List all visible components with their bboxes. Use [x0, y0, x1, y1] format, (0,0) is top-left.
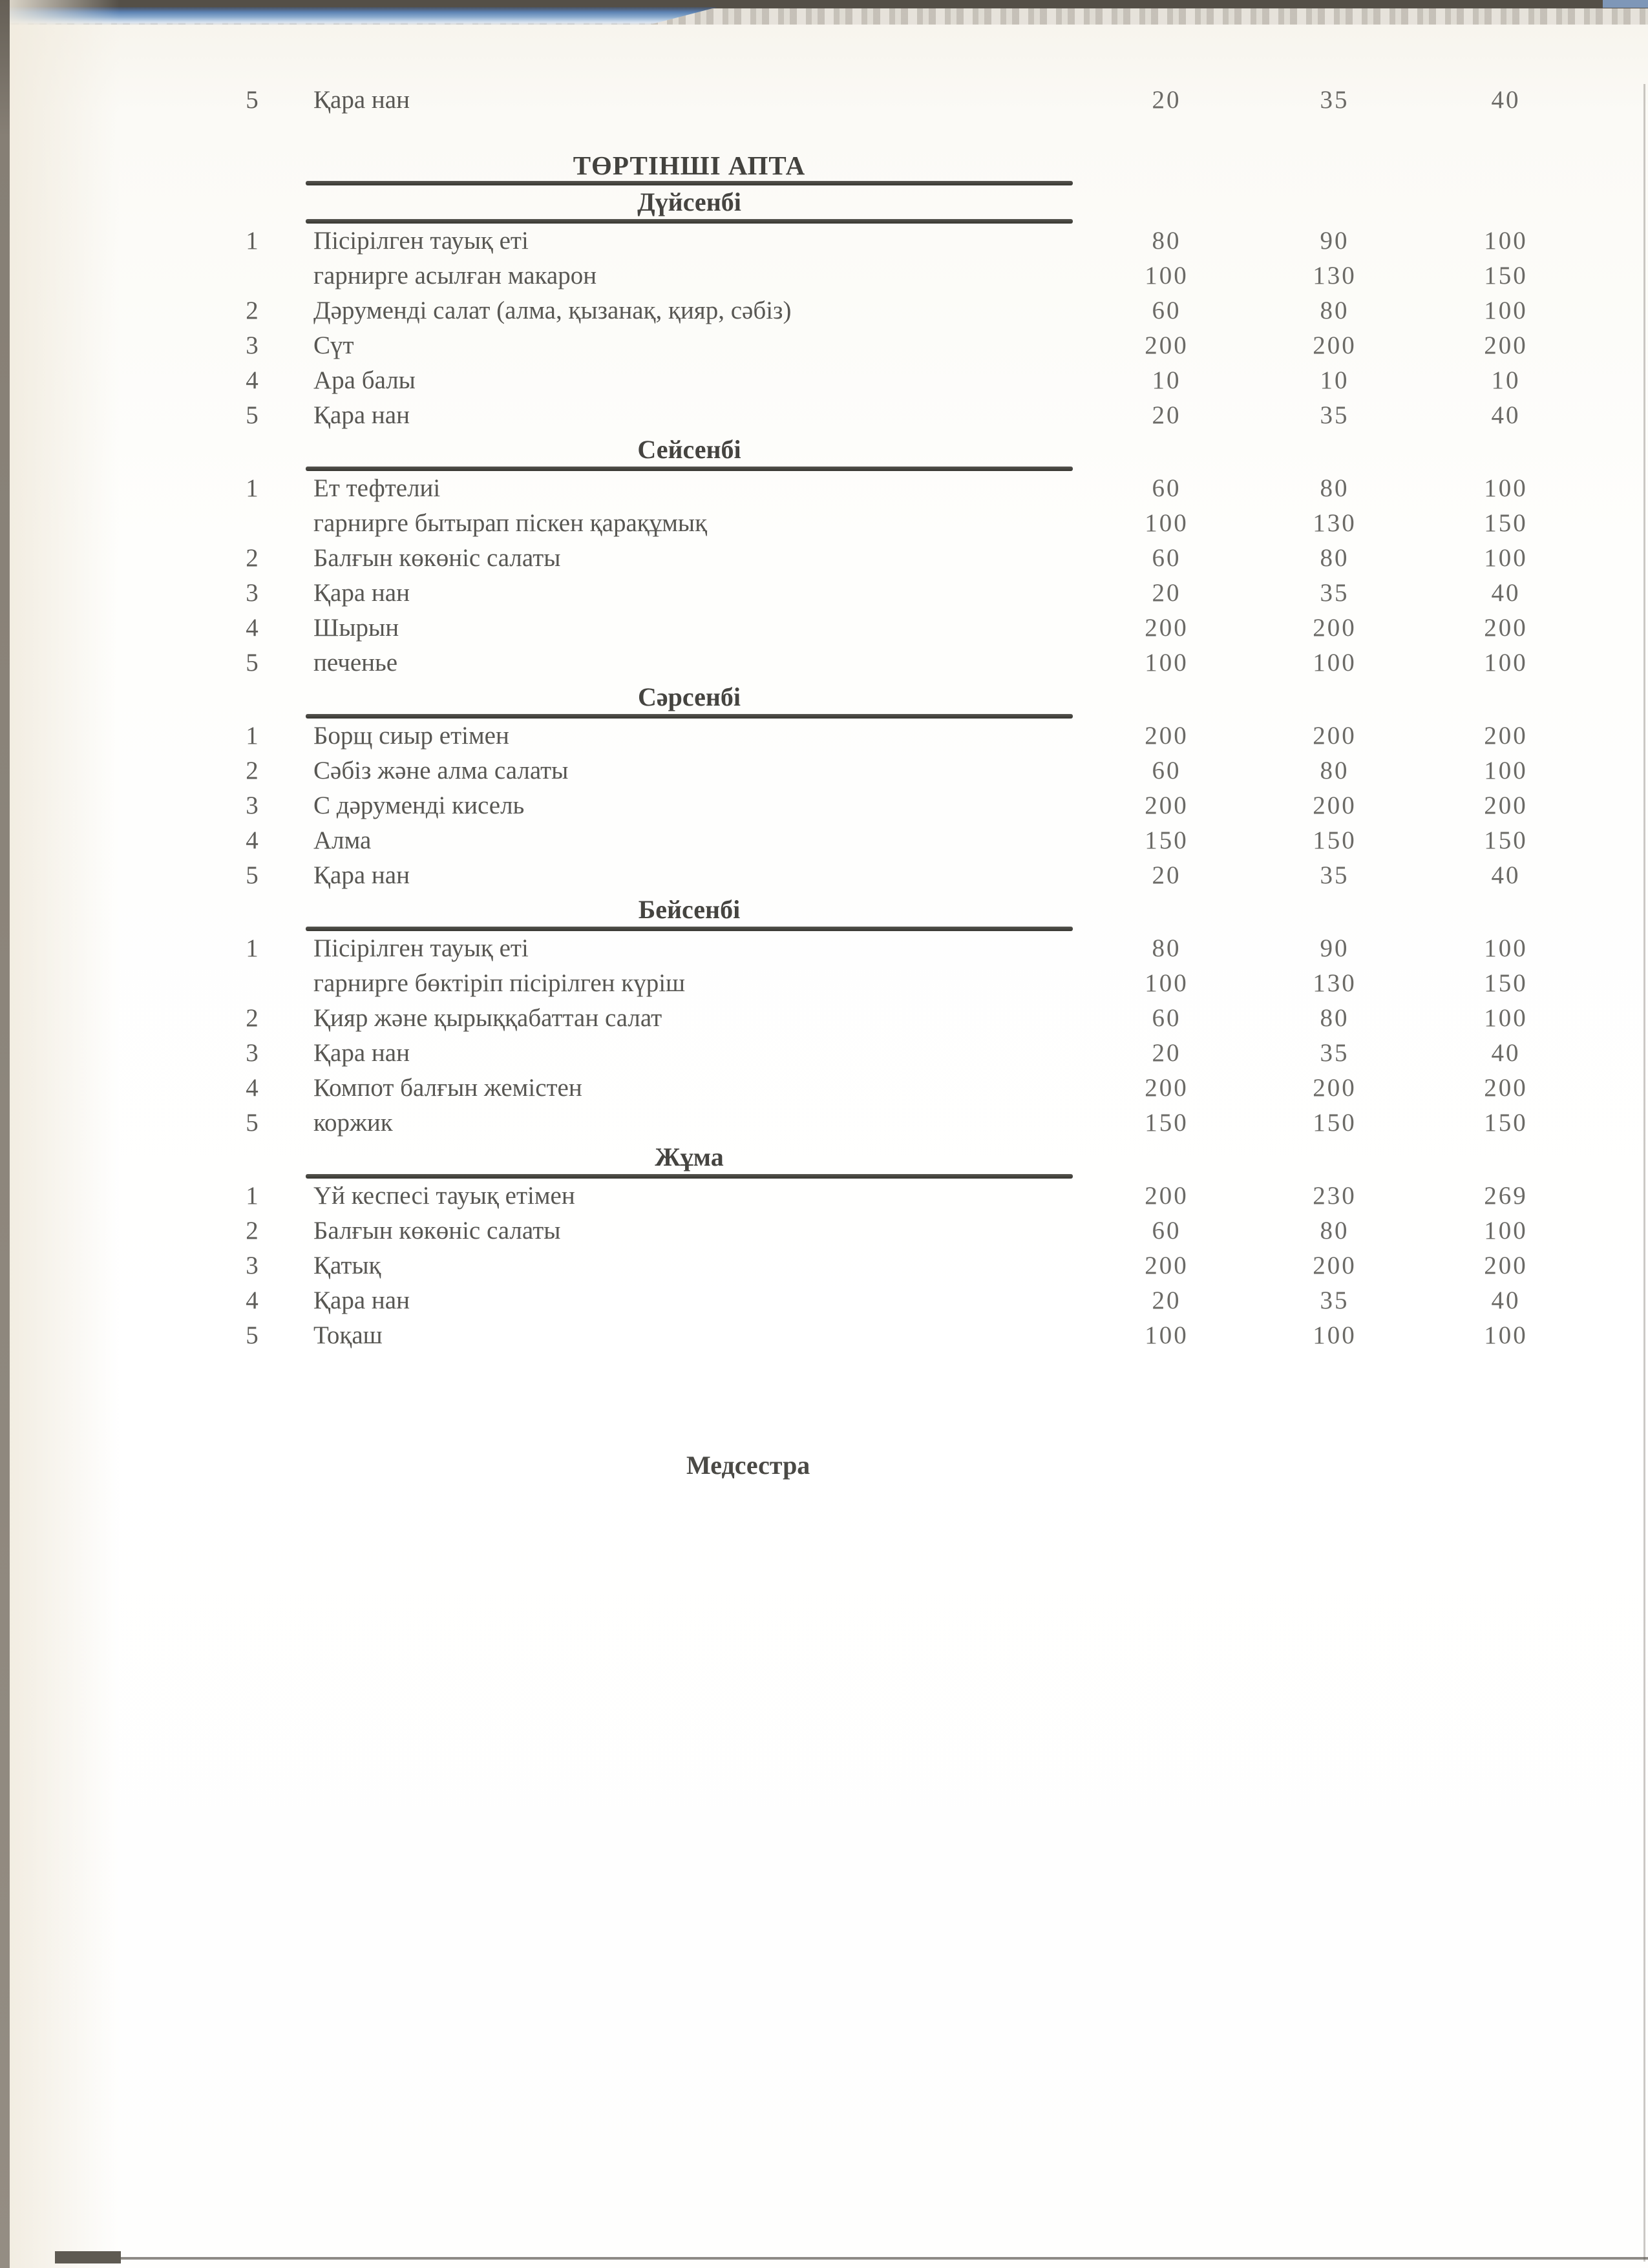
- portion-col-3: 10: [1491, 366, 1521, 394]
- row-number: 5: [246, 86, 259, 114]
- row-number: 5: [246, 1321, 259, 1349]
- portion-col-1: 20: [1152, 1286, 1181, 1314]
- row-spacer: [0, 823, 223, 858]
- dish-name: печенье: [313, 649, 398, 677]
- portion-col-1: 20: [1152, 1039, 1181, 1067]
- portion-col-2: 80: [1320, 1217, 1349, 1244]
- dish-name: Сәбіз және алма салаты: [313, 757, 569, 784]
- portion-col-1: 200: [1145, 331, 1188, 359]
- row-spacer: [0, 398, 223, 433]
- portion-col-3: 100: [1484, 474, 1528, 502]
- portion-col-2: 80: [1320, 544, 1349, 572]
- ruled-line: [306, 467, 1073, 471]
- dish-name: Қара нан: [313, 579, 410, 607]
- row-spacer: [0, 471, 223, 506]
- portion-col-1: 80: [1152, 934, 1181, 962]
- dish-name: гарнирге асылған макарон: [313, 262, 597, 289]
- row-spacer: [0, 506, 223, 541]
- row-spacer: [0, 1213, 223, 1248]
- row-number: 3: [246, 579, 259, 607]
- portion-col-2: 35: [1320, 86, 1349, 114]
- portion-col-1: 60: [1152, 1217, 1181, 1244]
- portion-col-2: 200: [1313, 1074, 1357, 1102]
- portion-col-1: 20: [1152, 861, 1181, 889]
- menu-row: [0, 1071, 1648, 1106]
- portion-col-1: 200: [1145, 614, 1188, 642]
- portion-col-3: 100: [1484, 544, 1528, 572]
- row-number: 4: [246, 366, 259, 394]
- dish-name: Қара нан: [313, 861, 410, 889]
- portion-col-1: 150: [1145, 1109, 1188, 1137]
- portion-col-1: 80: [1152, 227, 1181, 255]
- portion-col-3: 40: [1491, 579, 1521, 607]
- dish-name: Балғын көкөніс салаты: [313, 1217, 561, 1244]
- row-number: 2: [246, 757, 259, 784]
- ruled-line: [306, 1174, 1073, 1179]
- dish-name: Қара нан: [313, 401, 410, 429]
- portion-col-1: 20: [1152, 579, 1181, 607]
- portion-col-1: 20: [1152, 86, 1181, 114]
- row-spacer: [0, 83, 223, 118]
- nurse-signature-label: Медсестра: [686, 1451, 810, 1480]
- dish-name: Сүт: [313, 331, 354, 359]
- portion-col-2: 200: [1313, 722, 1357, 750]
- row-spacer: [0, 1248, 223, 1283]
- day-section: [0, 1140, 1648, 1353]
- portion-col-3: 200: [1484, 1252, 1528, 1279]
- row-number: 4: [246, 826, 259, 854]
- row-spacer: [0, 576, 223, 611]
- row-spacer: [0, 1318, 223, 1353]
- row-number: 4: [246, 1286, 259, 1314]
- portion-col-3: 40: [1491, 861, 1521, 889]
- menu-row: [0, 1106, 1648, 1140]
- row-number: 3: [246, 792, 259, 819]
- row-number: 3: [246, 1039, 259, 1067]
- row-spacer: [0, 293, 223, 328]
- portion-col-2: 10: [1320, 366, 1349, 394]
- dish-name: Үй кеспесі тауық етімен: [313, 1182, 575, 1210]
- scan-top-right-corner: [1603, 0, 1648, 8]
- portion-col-1: 150: [1145, 826, 1188, 854]
- portion-col-1: 100: [1145, 1321, 1188, 1349]
- portion-col-3: 150: [1484, 262, 1528, 289]
- dish-name: Қара нан: [313, 1286, 410, 1314]
- row-number: 1: [246, 227, 259, 255]
- row-number: [223, 966, 281, 1001]
- day-header: Бейсенбі: [638, 895, 741, 924]
- row-spacer: [0, 1106, 223, 1140]
- row-number: 5: [246, 401, 259, 429]
- dish-name: Дәруменді салат (алма, қызанақ, қияр, сәбіз): [313, 297, 792, 324]
- portion-col-2: 80: [1320, 1004, 1349, 1032]
- menu-row: [0, 1283, 1648, 1318]
- portion-col-1: 60: [1152, 474, 1181, 502]
- portion-col-2: 200: [1313, 614, 1357, 642]
- portion-col-1: 200: [1145, 722, 1188, 750]
- portion-col-3: 40: [1491, 1039, 1521, 1067]
- day-header: Жұма: [655, 1142, 724, 1171]
- dish-name: Тоқаш: [313, 1321, 383, 1349]
- row-spacer: [0, 258, 223, 293]
- ruled-line: [306, 181, 1073, 185]
- day-header: Сейсенбі: [637, 435, 741, 464]
- dish-name: коржик: [313, 1109, 393, 1137]
- day-rows: [0, 931, 1648, 1140]
- portion-col-1: 60: [1152, 544, 1181, 572]
- portion-col-3: 150: [1484, 969, 1528, 997]
- portion-col-3: 100: [1484, 757, 1528, 784]
- row-spacer: [0, 611, 223, 646]
- menu-row: [0, 576, 1648, 611]
- row-number: 5: [246, 861, 259, 889]
- day-section: [0, 893, 1648, 1140]
- day-rows: [0, 224, 1648, 433]
- row-spacer: [0, 753, 223, 788]
- dish-name: С дәруменді кисель: [313, 792, 525, 819]
- portion-col-3: 40: [1491, 1286, 1521, 1314]
- portion-col-1: 200: [1145, 1074, 1188, 1102]
- portion-col-2: 80: [1320, 297, 1349, 324]
- menu-row: [0, 1213, 1648, 1248]
- portion-col-2: 130: [1313, 509, 1357, 537]
- row-number: 4: [246, 614, 259, 642]
- days-container: [0, 185, 1648, 1353]
- menu-row: [0, 858, 1648, 893]
- portion-col-1: 60: [1152, 297, 1181, 324]
- menu-row-carryover: [0, 83, 1648, 118]
- portion-col-2: 80: [1320, 474, 1349, 502]
- dish-name: гарнирге бөктіріп пісірілген күріш: [313, 969, 686, 997]
- dish-name: гарнирге бытырап піскен қарақұмық: [313, 509, 708, 537]
- portion-col-1: 60: [1152, 757, 1181, 784]
- dish-name: Балғын көкөніс салаты: [313, 544, 561, 572]
- portion-col-2: 150: [1313, 1109, 1357, 1137]
- menu-row: [0, 1318, 1648, 1353]
- menu-row: [0, 788, 1648, 823]
- menu-row: [0, 1179, 1648, 1213]
- menu-row: [0, 931, 1648, 966]
- row-spacer: [0, 966, 223, 1001]
- portion-col-2: 35: [1320, 1286, 1349, 1314]
- dish-name: Ара балы: [313, 366, 416, 394]
- row-spacer: [0, 1179, 223, 1213]
- portion-col-3: 150: [1484, 826, 1528, 854]
- portion-col-2: 35: [1320, 579, 1349, 607]
- row-spacer: [0, 788, 223, 823]
- menu-row: [0, 646, 1648, 680]
- dish-name: Алма: [313, 826, 372, 854]
- portion-col-3: 100: [1484, 934, 1528, 962]
- dish-name: Борщ сиыр етімен: [313, 722, 509, 750]
- row-number: [223, 506, 281, 541]
- row-spacer: [0, 1001, 223, 1036]
- row-number: 1: [246, 474, 259, 502]
- row-number: 2: [246, 544, 259, 572]
- scan-bottom-mark: [55, 2251, 121, 2263]
- row-spacer: [0, 719, 223, 753]
- row-spacer: [0, 646, 223, 680]
- row-spacer: [0, 1283, 223, 1318]
- portion-col-3: 100: [1484, 1321, 1528, 1349]
- portion-col-2: 80: [1320, 757, 1349, 784]
- menu-row: [0, 328, 1648, 363]
- row-spacer: [0, 328, 223, 363]
- menu-document: [0, 83, 1648, 1480]
- portion-col-3: 100: [1484, 1004, 1528, 1032]
- portion-col-1: 100: [1145, 509, 1188, 537]
- day-section: [0, 680, 1648, 893]
- menu-row: [0, 541, 1648, 576]
- portion-col-3: 269: [1484, 1182, 1528, 1210]
- portion-col-3: 200: [1484, 722, 1528, 750]
- portion-col-1: 200: [1145, 792, 1188, 819]
- dish-name: Компот балғын жемістен: [313, 1074, 582, 1102]
- portion-col-3: 200: [1484, 614, 1528, 642]
- day-section: [0, 185, 1648, 433]
- row-spacer: [0, 1036, 223, 1071]
- week-title: ТӨРТІНШІ АПТА: [573, 151, 806, 180]
- portion-col-3: 200: [1484, 1074, 1528, 1102]
- row-number: [223, 258, 281, 293]
- row-number: 3: [246, 331, 259, 359]
- portion-col-1: 60: [1152, 1004, 1181, 1032]
- day-rows: [0, 719, 1648, 893]
- portion-col-2: 230: [1313, 1182, 1357, 1210]
- menu-row: [0, 293, 1648, 328]
- portion-col-2: 35: [1320, 861, 1349, 889]
- portion-col-3: 200: [1484, 792, 1528, 819]
- row-number: 4: [246, 1074, 259, 1102]
- menu-row: [0, 1001, 1648, 1036]
- dish-name: Қияр және қырыққабаттан салат: [313, 1004, 662, 1032]
- ruled-line: [306, 927, 1073, 931]
- portion-col-3: 150: [1484, 509, 1528, 537]
- row-spacer: [0, 858, 223, 893]
- menu-row: [0, 719, 1648, 753]
- row-spacer: [0, 1071, 223, 1106]
- portion-col-3: 40: [1491, 86, 1521, 114]
- portion-col-2: 100: [1313, 649, 1357, 677]
- day-rows: [0, 1179, 1648, 1353]
- menu-row: [0, 506, 1648, 541]
- portion-col-3: 200: [1484, 331, 1528, 359]
- dish-name: Пісірілген тауық еті: [313, 934, 529, 962]
- row-spacer: [0, 931, 223, 966]
- portion-col-1: 100: [1145, 262, 1188, 289]
- menu-row: [0, 471, 1648, 506]
- row-number: 5: [246, 1109, 259, 1137]
- day-section: [0, 433, 1648, 680]
- dish-name: Қатық: [313, 1252, 381, 1279]
- portion-col-3: 40: [1491, 401, 1521, 429]
- portion-col-2: 200: [1313, 792, 1357, 819]
- portion-col-2: 130: [1313, 969, 1357, 997]
- dish-name: Қара нан: [313, 1039, 410, 1067]
- portion-col-3: 150: [1484, 1109, 1528, 1137]
- menu-row: [0, 398, 1648, 433]
- scan-bottom-edge: [55, 2257, 1648, 2260]
- row-number: 1: [246, 934, 259, 962]
- portion-col-2: 130: [1313, 262, 1357, 289]
- portion-col-2: 90: [1320, 227, 1349, 255]
- menu-row: [0, 1248, 1648, 1283]
- portion-col-1: 100: [1145, 649, 1188, 677]
- portion-col-2: 200: [1313, 1252, 1357, 1279]
- menu-row: [0, 1036, 1648, 1071]
- portion-col-1: 100: [1145, 969, 1188, 997]
- row-spacer: [0, 541, 223, 576]
- portion-col-2: 150: [1313, 826, 1357, 854]
- day-header: Дүйсенбі: [637, 187, 741, 216]
- day-rows: [0, 471, 1648, 680]
- portion-col-3: 100: [1484, 1217, 1528, 1244]
- row-number: 1: [246, 1182, 259, 1210]
- row-number: 3: [246, 1252, 259, 1279]
- menu-row: [0, 611, 1648, 646]
- portion-col-3: 100: [1484, 227, 1528, 255]
- menu-row: [0, 363, 1648, 398]
- row-number: 5: [246, 649, 259, 677]
- dish-name: Қара нан: [313, 86, 410, 114]
- menu-row: [0, 224, 1648, 258]
- menu-row: [0, 753, 1648, 788]
- portion-col-3: 100: [1484, 649, 1528, 677]
- row-number: 2: [246, 1217, 259, 1244]
- portion-col-2: 100: [1313, 1321, 1357, 1349]
- ruled-line: [306, 219, 1073, 224]
- dish-name: Шырын: [313, 614, 399, 642]
- portion-col-2: 90: [1320, 934, 1349, 962]
- portion-col-1: 200: [1145, 1252, 1188, 1279]
- portion-col-3: 100: [1484, 297, 1528, 324]
- day-header: Сәрсенбі: [637, 682, 741, 711]
- portion-col-2: 35: [1320, 1039, 1349, 1067]
- portion-col-2: 35: [1320, 401, 1349, 429]
- row-number: 1: [246, 722, 259, 750]
- dish-name: Пісірілген тауық еті: [313, 227, 529, 255]
- row-number: 2: [246, 1004, 259, 1032]
- row-spacer: [0, 224, 223, 258]
- menu-row: [0, 258, 1648, 293]
- portion-col-2: 200: [1313, 331, 1357, 359]
- scan-top-blue-strip: [10, 7, 743, 25]
- menu-row: [0, 823, 1648, 858]
- portion-col-1: 10: [1152, 366, 1181, 394]
- row-number: 2: [246, 297, 259, 324]
- ruled-line: [306, 714, 1073, 719]
- row-spacer: [0, 363, 223, 398]
- menu-row: [0, 966, 1648, 1001]
- portion-col-1: 200: [1145, 1182, 1188, 1210]
- dish-name: Ет тефтелиі: [313, 474, 441, 502]
- portion-col-1: 20: [1152, 401, 1181, 429]
